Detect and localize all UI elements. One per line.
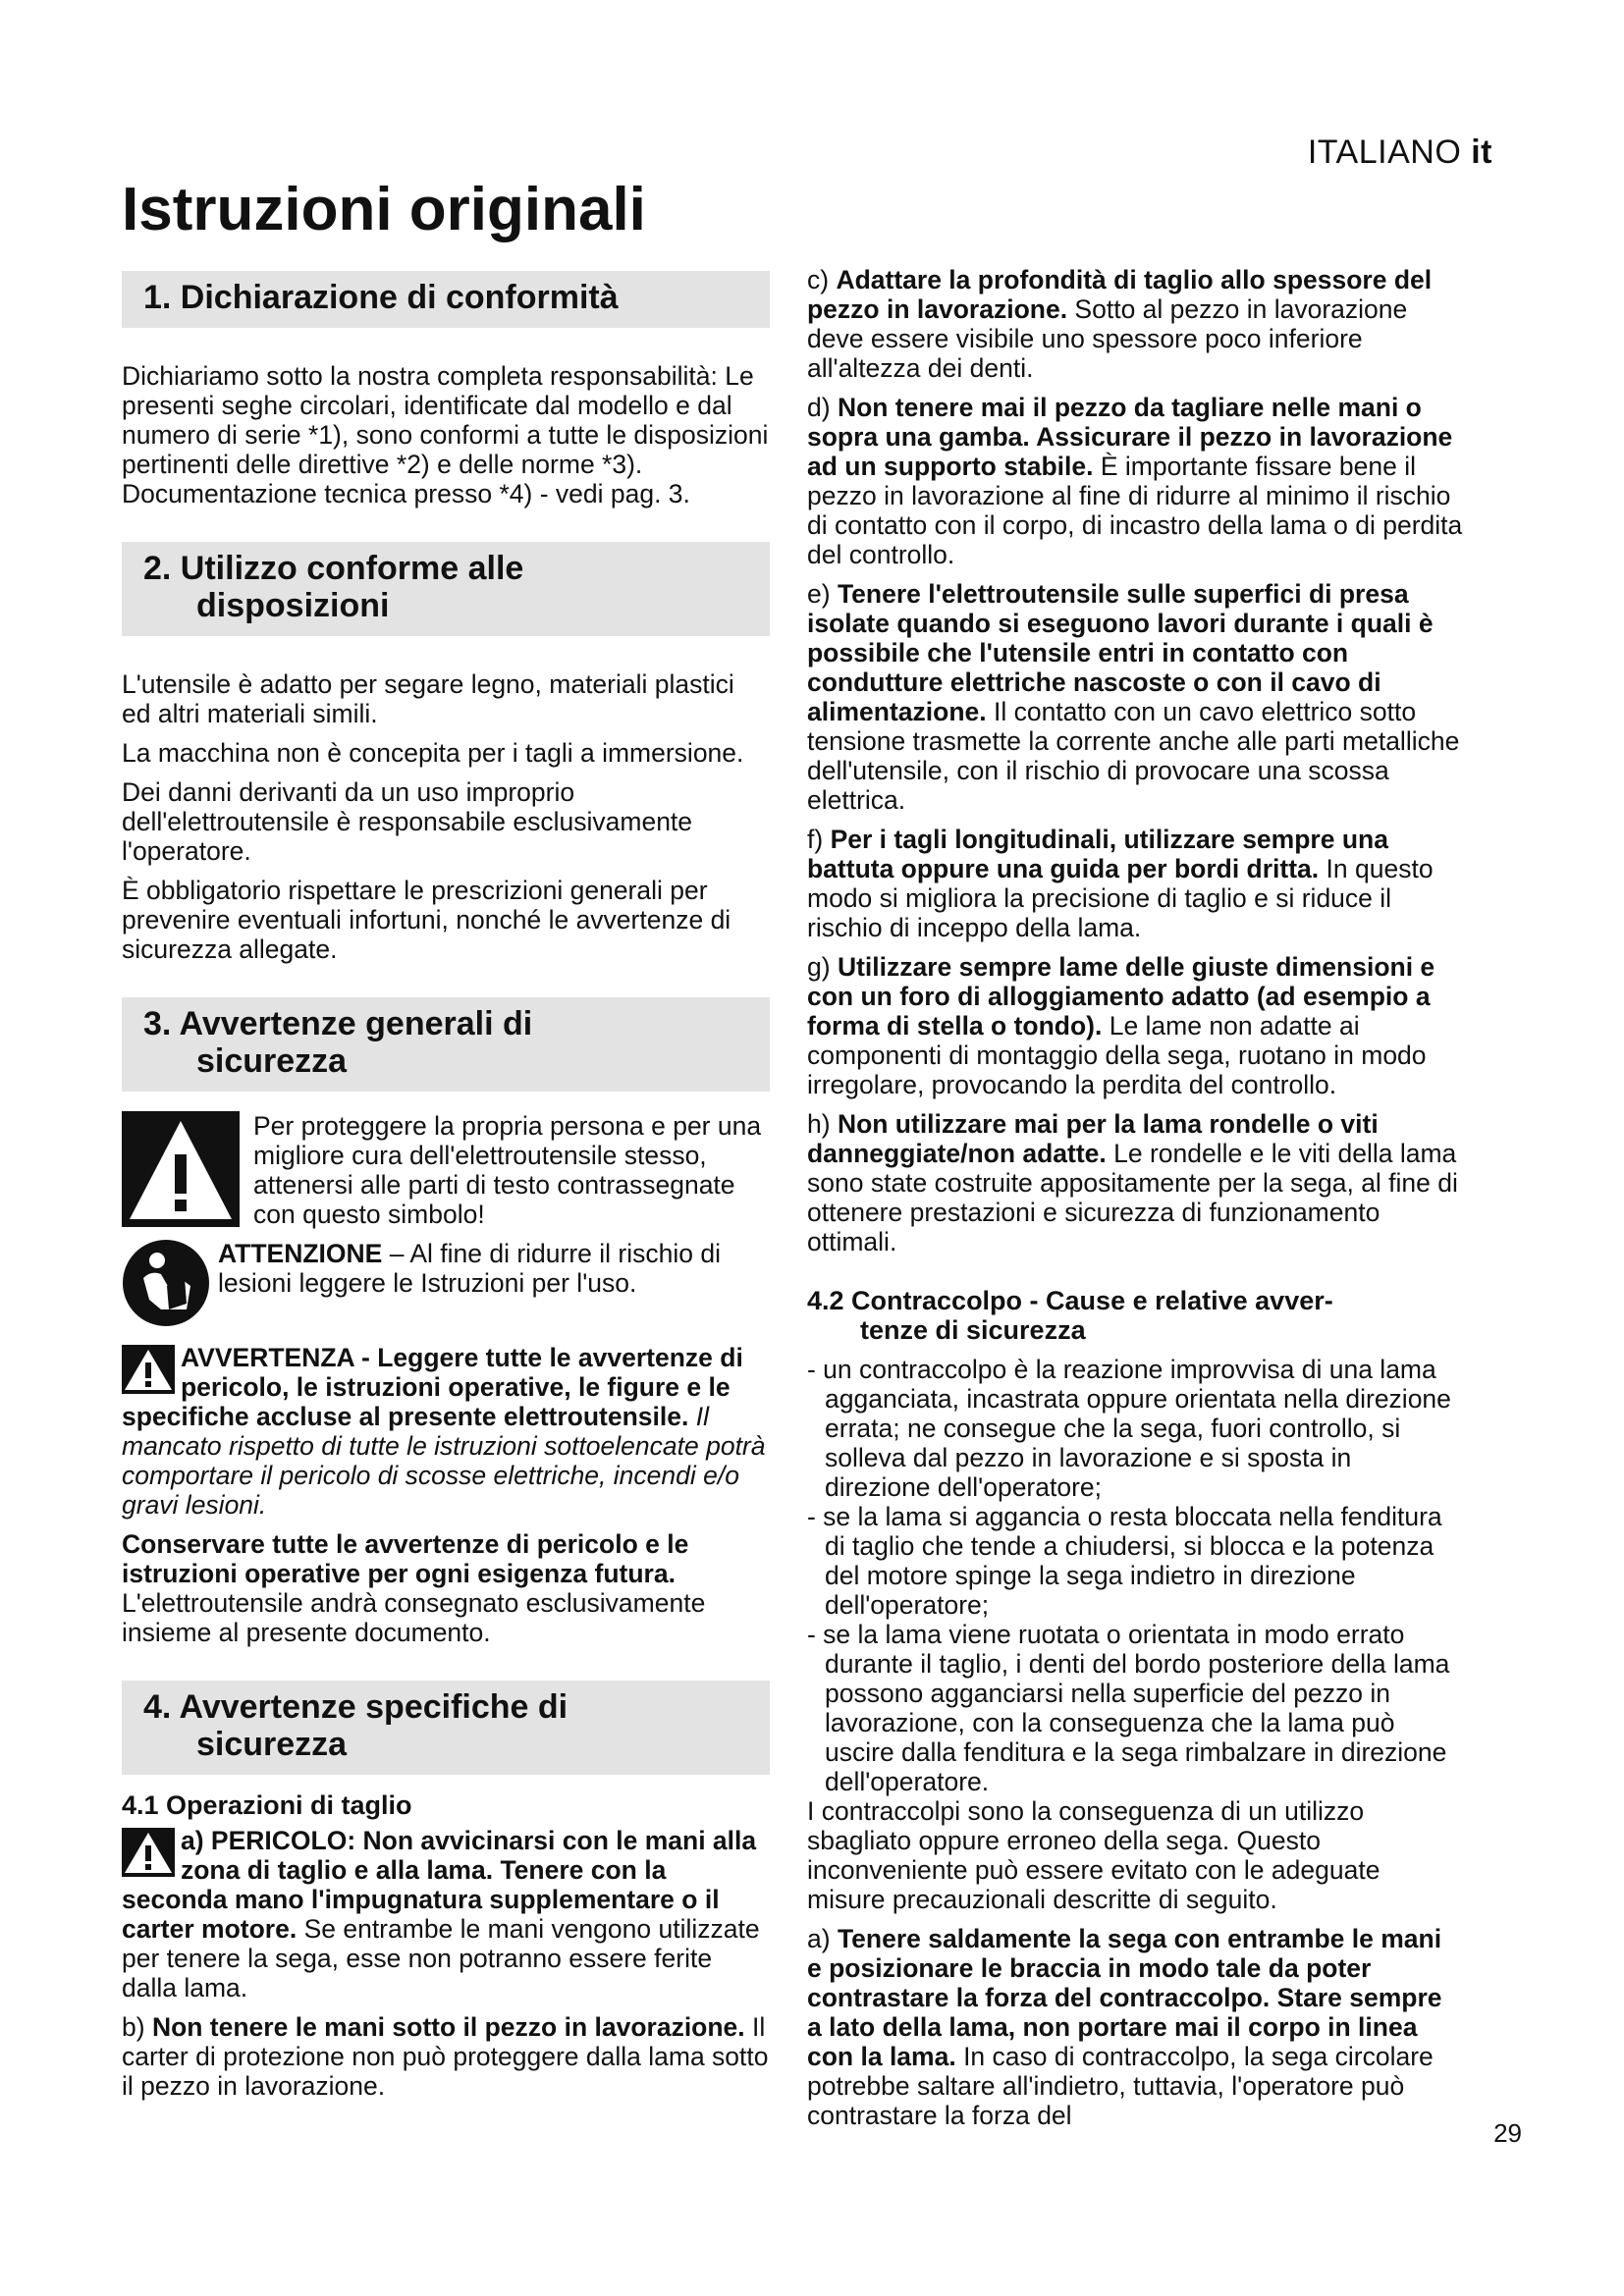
item-4-1-a	[122, 1826, 770, 2002]
item-d-text: È importante fissare bene il pezzo in lavorazione al fine di ridurre al minimo il rischio di contatto con il corpo, di incastro della lama o di perdita del controllo.	[807, 452, 1463, 569]
item-c-text: Sotto al pezzo in lavorazione deve essere visibile uno spessore poco inferiore all'altezza dei denti.	[807, 294, 1408, 383]
item-e-bold: Tenere l'elettroutensile sulle superfici di presa isolate quando si eseguono lavori durante i quali è possibile che l'utensile entri in contatto con condutture elettriche nascoste o con il cavo di alimentazione.	[807, 579, 1434, 726]
item-a2-bold: Tenere saldamente la sega con entrambe le mani e posizionare le braccia in modo tale da poter contrastare la forza del contraccolpo. Stare sempre a lato della lama, non portare mai il corpo in linea con la lama.	[807, 1924, 1442, 2071]
item-e-text: Il contatto con un cavo elettrico sotto tensione trasmette la corrente anche alle parti metalliche dell'utensile, con il rischio di provocare una scossa elettrica.	[807, 697, 1460, 815]
left-column	[122, 271, 770, 2110]
item-d	[807, 393, 1463, 569]
item-a2	[807, 1924, 1463, 2130]
section-4-title-line2: sicurezza	[196, 1726, 348, 1763]
item-c	[807, 265, 1463, 383]
keep-body-text: L'elettroutensile andrà consegnato esclusivamente insieme al presente documento.	[122, 1588, 706, 1647]
right-column	[807, 265, 1463, 2140]
section-1-text: Dichiariamo sotto la nostra completa responsabilità: Le presenti seghe circolari, identificate dal modello e dal numero di serie *1), sono conformi a tutte le disposizioni pertinenti delle direttive *2) e delle norme *3). Documentazione tecnica presso *4) - vedi pag. 3.	[122, 361, 769, 508]
item-h	[807, 1109, 1463, 1256]
language-name: ITALIANO	[1307, 133, 1462, 171]
section-2-title-line1: 2. Utilizzo conforme alle	[143, 550, 524, 587]
warning-bold-text: AVVERTENZA - Leggere tutte le avvertenze di pericolo, le istruzioni operative, le figure e le specifiche accluse al presente elettroutensile.	[122, 1343, 743, 1431]
list-item: - se la lama viene ruotata o orientata in modo errato durante il taglio, i denti del bordo posteriore della lama possono agganciarsi nella superficie del pezzo in lavorazione, con la conseguenza che la lama può uscire dalla fenditura e la sega rimbalzare in direzione dell'operatore.	[807, 1620, 1450, 1796]
item-h-bold: Non utilizzare mai per la lama rondelle o viti danneggiate/non adatte.	[807, 1109, 1379, 1168]
item-a2-prefix: a)	[807, 1924, 838, 1953]
symbol-note	[122, 1111, 770, 1229]
section-3-title-line1: 3. Avvertenze generali di	[143, 1005, 533, 1042]
item-f-text: In questo modo si migliora la precisione di taglio e si riduce il rischio di inceppo della lama.	[807, 854, 1434, 942]
kickback-summary: I contraccolpi sono la conseguenza di un utilizzo sbagliato oppure erroneo della sega. Questo inconveniente può essere evitato con le adeguate misure precauzionali descritte di seguito.	[807, 1796, 1380, 1914]
attention-text	[122, 1239, 770, 1298]
section-2-para-1: L'utensile è adatto per segare legno, materiali plastici ed altri materiali simili.	[122, 669, 734, 728]
item-g-bold: Utilizzare sempre lame delle giuste dimensioni e con un foro di alloggiamento adatto (ad esempio a forma di stella o tondo).	[807, 952, 1435, 1041]
subsection-4-1: 4.1 Operazioni di taglio	[122, 1790, 412, 1820]
subsection-4-2-line2: tenze di sicurezza	[860, 1315, 1086, 1345]
item-f-prefix: f)	[807, 825, 831, 854]
item-g-text: Le lame non adatte ai componenti di montaggio della sega, ruotano in modo irregolare, provocando la perdita del controllo.	[807, 1011, 1427, 1099]
kickback-causes-list	[807, 1355, 1463, 1796]
item-b-prefix: b)	[122, 2012, 152, 2042]
section-2-para-3: Dei danni derivanti da un uso improprio dell'elettroutensile è responsabile esclusivamente l'operatore.	[122, 777, 693, 866]
item-c-bold: Adattare la profondità di taglio allo spessore del pezzo in lavorazione.	[807, 265, 1433, 324]
item-g-prefix: g)	[807, 952, 838, 982]
item-c-prefix: c)	[807, 265, 837, 294]
item-g	[807, 952, 1463, 1099]
attention-note	[122, 1239, 770, 1325]
list-item: - se la lama si aggancia o resta bloccata nella fenditura di taglio che tende a chiudersi, si blocca e la potenza del motore spinge la sega indietro in direzione dell'operatore;	[807, 1502, 1442, 1620]
section-2-title-line2: disposizioni	[196, 587, 390, 624]
symbol-note-text: Per proteggere la propria persona e per una migliore cura dell'elettroutensile stesso, attenersi alle parti di testo contrassegnate con questo simbolo!	[253, 1111, 762, 1229]
section-4-heading	[122, 1681, 770, 1775]
item-f-bold: Per i tagli longitudinali, utilizzare sempre una battuta oppure una guida per bordi dritta.	[807, 825, 1388, 883]
item-e	[807, 579, 1463, 815]
item-f	[807, 825, 1463, 942]
attention-body: – Al fine di ridurre il rischio di lesioni leggere le Istruzioni per l'uso.	[218, 1239, 721, 1298]
page-title: Istruzioni originali	[122, 176, 646, 243]
attention-label: ATTENZIONE	[218, 1239, 383, 1268]
item-d-bold: Non tenere mai il pezzo da tagliare nelle mani o sopra una gamba. Assicurare il pezzo in lavorazione ad un supporto stabile.	[807, 393, 1453, 481]
section-4-title-line1: 4. Avvertenze specifiche di	[143, 1688, 568, 1726]
list-item: - un contraccolpo è la reazione improvvisa di una lama agganciata, incastrata oppure orientata nella direzione errata; ne consegue che la sega, fuori controllo, si solleva dal pezzo in lavorazione e si sposta in direzione dell'operatore;	[807, 1355, 1451, 1502]
item-4-1-b	[122, 2012, 770, 2101]
section-1-heading	[122, 271, 770, 328]
page-number: 29	[1493, 2118, 1522, 2148]
section-3-title-line2: sicurezza	[196, 1042, 348, 1080]
item-b-text: Il carter di protezione non può proteggere dalla lama sotto il pezzo in lavorazione.	[122, 2012, 769, 2101]
item-d-prefix: d)	[807, 393, 838, 422]
item-b-bold: Non tenere le mani sotto il pezzo in lavorazione.	[151, 2012, 745, 2042]
item-a-text: Se entrambe le mani vengono utilizzate per tenere la sega, esse non potranno essere ferite dalla lama.	[122, 1914, 760, 2002]
section-3-heading	[122, 997, 770, 1092]
warning-triangle-icon	[122, 1111, 240, 1227]
section-2-heading	[122, 542, 770, 636]
keep-bold-text: Conservare tutte le avvertenze di pericolo e le istruzioni operative per ogni esigenza futura.	[122, 1529, 689, 1588]
small-warning-icon	[122, 1828, 175, 1877]
item-h-text: Le rondelle e le viti della lama sono state costruite appositamente per la sega, al fine di ottenere prestazioni e sicurezza di funzionamento ottimali.	[807, 1139, 1458, 1256]
item-a-bold: a) PERICOLO: Non avvicinarsi con le mani alla zona di taglio e alla lama. Tenere con la seconda mano l'impugnatura supplementare o il carter motore.	[122, 1826, 757, 1944]
section-2-para-2: La macchina non è concepita per i tagli a immersione.	[122, 738, 744, 768]
section-1-title: 1. Dichiarazione di conformità	[143, 279, 619, 316]
language-code: it	[1471, 133, 1492, 171]
warning-paragraph	[122, 1343, 770, 1520]
language-label	[1308, 133, 1492, 172]
item-a2-text: In caso di contraccolpo, la sega circolare potrebbe saltare all'indietro, tuttavia, l'operatore può contrastare la forza del	[807, 2042, 1434, 2130]
subsection-4-2-line1: 4.2 Contraccolpo - Cause e relative avver-	[807, 1286, 1333, 1315]
item-e-prefix: e)	[807, 579, 838, 609]
section-2-para-4: È obbligatorio rispettare le prescrizioni generali per prevenire eventuali infortuni, nonché le avvertenze di sicurezza allegate.	[122, 876, 731, 964]
subsection-4-2	[807, 1286, 1463, 1345]
read-manual-icon	[122, 1239, 210, 1327]
item-h-prefix: h)	[807, 1109, 838, 1139]
keep-instructions	[122, 1529, 770, 1647]
warning-italic-text: Il mancato rispetto di tutte le istruzioni sottoelencate potrà comportare il pericolo di scosse elettriche, incendi e/o gravi lesioni.	[122, 1402, 766, 1520]
small-warning-icon	[122, 1345, 175, 1394]
